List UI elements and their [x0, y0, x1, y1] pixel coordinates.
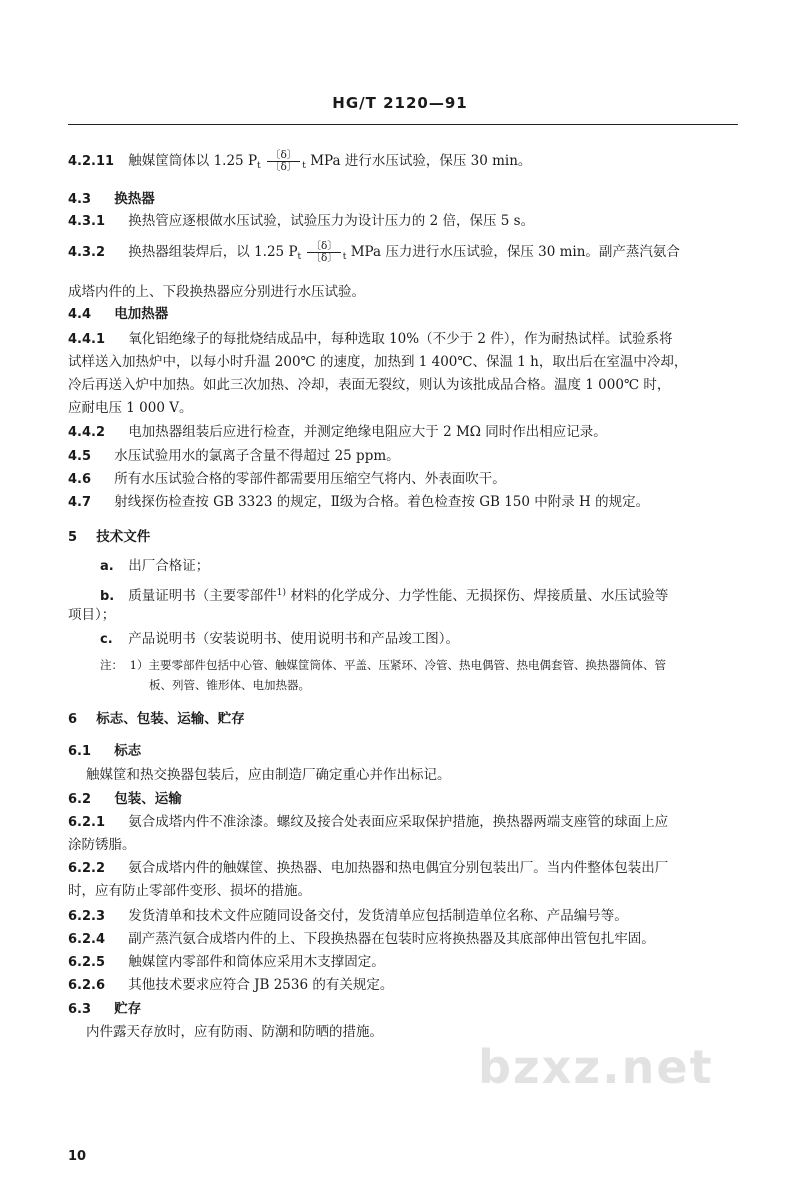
clause-text: 换热管应逐根做水压试验，试验压力为设计压力的 2 倍，保压 5 s。: [128, 213, 535, 229]
clause-number: 4.4.1: [68, 332, 106, 347]
fraction: [307, 241, 340, 264]
clause-6-2-5: [68, 953, 748, 972]
section-4-3: [68, 190, 748, 209]
section-title: 包装、运输: [114, 791, 182, 807]
fraction: [267, 150, 300, 173]
clause-4-7: [68, 493, 748, 512]
fraction-numerator: 〔δ〕: [267, 150, 300, 162]
clause-text: MPa 进行水压试验，保压 30 min。: [310, 153, 532, 169]
clause-4-4-1-line-3: 冷后再送入炉中加热。如此三次加热、冷却，表面无裂纹，则认为该批成品合格。温度 1 000℃ 时，: [68, 377, 671, 393]
section-title: 贮存: [114, 1001, 142, 1017]
clause-4-4-2: [68, 423, 748, 442]
list-item-text: 出厂合格证；: [128, 558, 210, 574]
clause-6-2-6: [68, 976, 748, 995]
clause-6-2-2: [68, 859, 748, 878]
section-number: 4.4: [68, 307, 92, 322]
subscript-t: t: [302, 161, 306, 171]
clause-text: 氧化铝绝缘子的每批烧结成品中，每种选取 10%（不少于 2 件），作为耐热试样。试验系将: [128, 331, 673, 347]
clause-4-3-2-continued: 成塔内件的上、下段换热器应分别进行水压试验。: [68, 284, 365, 300]
fraction-denominator: 〔δ〕: [310, 252, 338, 264]
clause-text: 副产蒸汽氨合成塔内件的上、下段换热器在包装时应将换热器及其底部伸出管包扎牢固。: [128, 931, 655, 947]
section-title: 电加热器: [114, 306, 169, 322]
note-text: 1）主要零部件包括中心管、触媒筐筒体、平盖、压紧环、冷管、热电偶管、热电偶套管、换热器筒体、管: [129, 658, 666, 672]
clause-4-5: [68, 447, 748, 466]
clause-number: 4.3.2: [68, 245, 106, 260]
clause-number: 6.2.6: [68, 978, 106, 993]
clause-number: 4.5: [68, 449, 92, 464]
list-item-text: 质量证明书（主要零部件: [128, 588, 277, 604]
header-rule: [68, 124, 738, 125]
clause-text: 触媒筐内零部件和筒体应采用木支撑固定。: [128, 954, 385, 970]
clause-text: 换热器组装焊后，以 1.25 P: [128, 244, 298, 260]
clause-text: 水压试验用水的氯离子含量不得超过 25 ppm。: [114, 448, 400, 464]
clause-text: 氨合成塔内件不准涂漆。螺纹及接合处表面应采取保护措施，换热器两端支座管的球面上应: [128, 814, 669, 830]
clause-text: 所有水压试验合格的零部件都需要用压缩空气将内、外表面吹干。: [114, 471, 506, 487]
footnote-ref: 1): [276, 588, 287, 598]
fraction-numerator: 〔δ〕: [307, 241, 340, 253]
clause-text: 发货清单和技术文件应随同设备交付，发货清单应包括制造单位名称、产品编号等。: [128, 908, 628, 924]
section-6: [68, 710, 748, 729]
clause-4-6: [68, 470, 748, 489]
subscript-t: t: [342, 252, 347, 262]
list-item-b-continued: 项目）；: [68, 607, 116, 623]
list-marker: a.: [100, 559, 114, 574]
clause-4-4-1-line-4: 应耐电压 1 000 V。: [68, 400, 193, 416]
section-number: 5: [68, 530, 78, 545]
clause-text: 其他技术要求应符合 JB 2536 的有关规定。: [128, 977, 394, 993]
clause-6-2-4: [68, 930, 748, 949]
clause-text: 氨合成塔内件的触媒筐、换热器、电加热器和热电偶宜分别包装出厂。当内件整体包装出厂: [128, 860, 669, 876]
section-title: 标志、包装、运输、贮存: [96, 711, 245, 727]
note-label: 注：: [100, 658, 123, 672]
note-line-2: 板、列管、锥形体、电加热器。: [149, 678, 310, 692]
section-title: 技术文件: [96, 529, 151, 545]
clause-4-4-1-line-2: 试样送入加热炉中，以每小时升温 200℃ 的速度，加热到 1 400℃、保温 1 h，取出后在室温中冷却，: [68, 354, 688, 370]
section-number: 4.3: [68, 192, 92, 207]
section-6-3-text: 内件露天存放时，应有防雨、防潮和防晒的措施。: [86, 1024, 383, 1040]
section-title: 标志: [114, 743, 142, 759]
clause-6-2-2-continued: 时，应有防止零部件变形、损坏的措施。: [68, 883, 311, 899]
clause-number: 4.3.1: [68, 214, 106, 229]
list-item-text: 材料的化学成分、力学性能、无损探伤、焊接质量、水压试验等: [286, 588, 669, 604]
standard-number-header: HG/T 2120—91: [332, 94, 468, 112]
section-title: 换热器: [114, 191, 155, 207]
list-item-text: 产品说明书（安装说明书、使用说明书和产品竣工图）。: [128, 631, 460, 647]
clause-number: 4.7: [68, 495, 92, 510]
clause-text: 射线探伤检查按 GB 3323 的规定，Ⅱ级为合格。着色检查按 GB 150 中附录 H 的规定。: [114, 494, 650, 510]
list-marker: c.: [100, 632, 113, 647]
clause-4-4-1: [68, 330, 748, 349]
clause-4-3-2: [68, 241, 748, 266]
section-5: [68, 528, 748, 547]
clause-text: 触媒筐筒体以 1.25 P: [128, 153, 258, 169]
section-number: 6.1: [68, 744, 92, 759]
section-6-1-text: 触媒筐和热交换器包装后，应由制造厂确定重心并作出标记。: [86, 767, 451, 783]
section-number: 6.3: [68, 1002, 92, 1017]
section-6-1: [68, 742, 748, 761]
section-4-4: [68, 305, 748, 324]
site-watermark: bzxz.net: [478, 1040, 714, 1094]
clause-number: 4.2.11: [68, 154, 115, 169]
list-marker: b.: [100, 589, 115, 604]
section-6-2: [68, 790, 748, 809]
list-item-b: [100, 584, 780, 606]
section-number: 6.2: [68, 792, 92, 807]
clause-text: MPa 压力进行水压试验，保压 30 min。副产蒸汽氨合: [350, 244, 680, 260]
list-item-a: [100, 557, 780, 576]
list-item-c: [100, 630, 780, 649]
subscript-t: t: [257, 161, 261, 171]
fraction-denominator: 〔δ〕: [269, 161, 298, 173]
clause-number: 6.2.5: [68, 955, 106, 970]
page-number: 10: [68, 1149, 87, 1164]
clause-number: 6.2.4: [68, 932, 106, 947]
clause-6-2-1: [68, 813, 748, 832]
section-number: 6: [68, 712, 78, 727]
clause-text: 电加热器组装后应进行检查，并测定绝缘电阻应大于 2 MΩ 同时作出相应记录。: [128, 424, 607, 440]
clause-4-3-1: [68, 212, 748, 231]
clause-6-2-1-continued: 涂防锈脂。: [68, 837, 136, 853]
clause-number: 4.6: [68, 472, 92, 487]
clause-number: 6.2.2: [68, 861, 106, 876]
clause-number: 6.2.1: [68, 815, 106, 830]
section-6-3: [68, 1000, 748, 1019]
note-line-1: [100, 656, 780, 674]
clause-number: 6.2.3: [68, 909, 106, 924]
subscript-t: t: [297, 252, 302, 262]
clause-4-2-11: [68, 150, 748, 175]
clause-number: 4.4.2: [68, 425, 106, 440]
clause-6-2-3: [68, 907, 748, 926]
